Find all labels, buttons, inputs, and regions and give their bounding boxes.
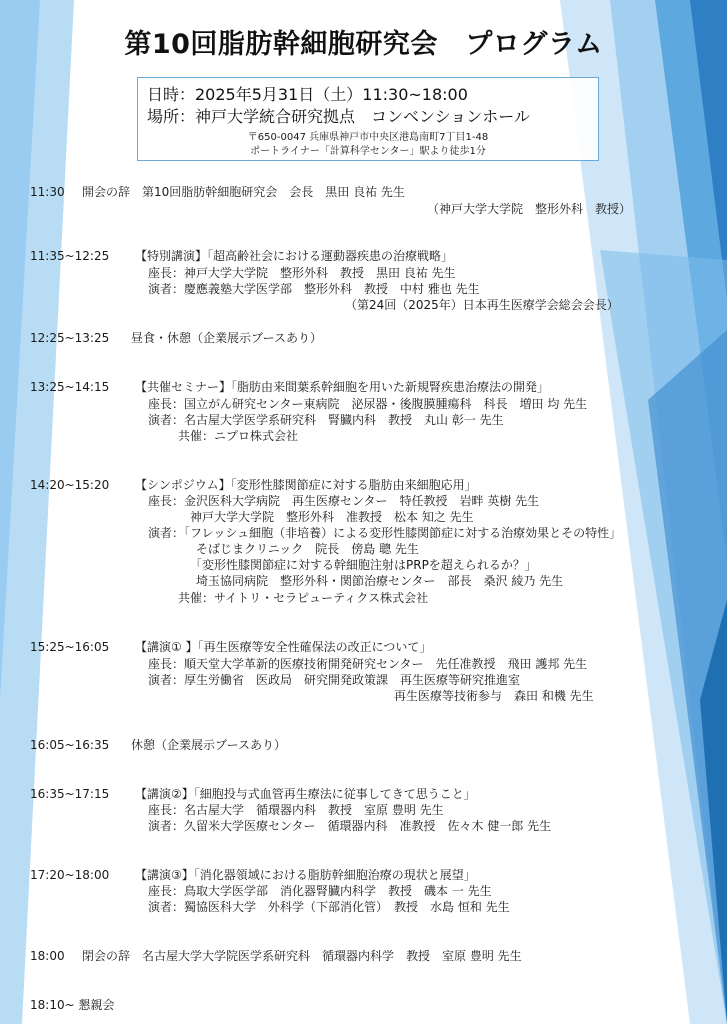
symposium-speaker-1-title: 演者：「フレッシュ細胞（非培養）による変形性膝関節症に対する治療効果とその特性」 (148, 526, 622, 540)
symposium-time: 14:20~15:20 (30, 478, 110, 492)
lecture-3-time: 17:20~18:00 (30, 868, 110, 882)
page-title: 第10回脂肪幹細胞研究会 プログラム (124, 29, 603, 60)
lecture-1-title: 【講演① 】「再生医療等安全性確保法の改正について」 (135, 640, 432, 654)
lunch-text: 昼食・休憩（企業展示ブースあり） (131, 331, 323, 345)
event-venue: 場所：神戸大学統合研究拠点 コンベンションホール (147, 107, 530, 126)
lunch-time: 12:25~13:25 (30, 331, 110, 345)
symposium-speaker-2-affiliation: 埼玉協同病院 整形外科・関節治療センター 部長 桑沢 綾乃 先生 (196, 574, 564, 588)
symposium-chair-2: 神戸大学大学院 整形外科 准教授 松本 知之 先生 (190, 510, 474, 524)
symposium-speaker-2-title: 「変形性膝関節症に対する幹細胞注射はPRPを超えられるか？」 (190, 558, 537, 572)
symposium-speaker-1-affiliation: そばじまクリニック 院長 傍島 聰 先生 (196, 542, 419, 556)
lecture-2-title: 【講演②】「細胞投与式血管再生療法に従事してきて思うこと」 (135, 787, 476, 801)
event-info-box (137, 77, 599, 161)
symposium-sponsor: 共催：サイトリ・セラピューティクス株式会社 (178, 591, 429, 605)
lecture-2-speaker: 演者：久留米大学医療センター 循環器内科 准教授 佐々木 健一郎 先生 (148, 819, 552, 833)
reception-text: 18:10~ 懇親会 (30, 998, 115, 1012)
lecture-2-time: 16:35~17:15 (30, 787, 110, 801)
break-text: 休憩（企業展示ブースあり） (131, 738, 287, 752)
lecture-2-chair: 座長：名古屋大学 循環器内科 教授 室原 豊明 先生 (148, 803, 444, 817)
symposium-title: 【シンポジウム】「変形性膝関節症に対する脂肪由来細胞応用」 (135, 478, 477, 492)
seminar-sponsor: 共催：ニプロ株式会社 (178, 429, 299, 443)
seminar-chair: 座長：国立がん研究センター東病院 泌尿器・後腹膜腫瘍科 科長 増田 均 先生 (148, 397, 588, 411)
break-time: 16:05~16:35 (30, 738, 110, 752)
opening-time: 11:30 (30, 185, 65, 199)
seminar-title: 【共催セミナー】「脂肪由来間葉系幹細胞を用いた新規腎疾患治療法の開発」 (135, 380, 550, 394)
lecture-1-chair: 座長：順天堂大学革新的医療技術開発研究センター 先任准教授 飛田 護邦 先生 (148, 657, 588, 671)
symposium-chair-1: 座長：金沢医科大学病院 再生医療センター 特任教授 岩畔 英樹 先生 (148, 494, 540, 508)
lecture-1-speaker-role: 再生医療等技術参与 森田 和機 先生 (394, 689, 594, 703)
lecture-3-chair: 座長：鳥取大学医学部 消化器腎臓内科学 教授 磯本 一 先生 (148, 884, 492, 898)
seminar-speaker: 演者：名古屋大学医学系研究科 腎臓内科 教授 丸山 彰一 先生 (148, 413, 504, 427)
opening-affiliation: （神戸大学大学院 整形外科 教授） (427, 202, 632, 216)
venue-address: 〒650-0047 兵庫県神戸市中央区港島南町7丁目1-48 (247, 132, 489, 143)
opening-text: 開会の辞 第10回脂肪幹細胞研究会 会長 黒田 良祐 先生 (82, 185, 405, 199)
closing-time: 18:00 (30, 949, 65, 963)
special-lecture-note: （第24回（2025年）日本再生医療学会総会会長） (345, 298, 619, 312)
venue-access: ポートライナー「計算科学センター」駅より徒歩1分 (250, 146, 486, 157)
lecture-1-time: 15:25~16:05 (30, 640, 110, 654)
lecture-3-speaker: 演者：獨協医科大学 外科学（下部消化管） 教授 水島 恒和 先生 (148, 900, 510, 914)
lecture-3-title: 【講演③】「消化器領域における脂肪幹細胞治療の現状と展望」 (135, 868, 476, 882)
special-lecture-title: 【特別講演】「超高齢社会における運動器疾患の治療戦略」 (135, 249, 454, 263)
special-lecture-chair: 座長：神戸大学大学院 整形外科 教授 黒田 良祐 先生 (148, 266, 456, 280)
seminar-time: 13:25~14:15 (30, 380, 110, 394)
event-datetime: 日時：2025年5月31日（土）11:30~18:00 (147, 85, 468, 104)
lecture-1-speaker: 演者：厚生労働省 医政局 研究開発政策課 再生医療等研究推進室 (148, 673, 521, 687)
closing-text: 閉会の辞 名古屋大学大学院医学系研究科 循環器内科学 教授 室原 豊明 先生 (82, 949, 522, 963)
special-lecture-speaker: 演者：慶應義塾大学医学部 整形外科 教授 中村 雅也 先生 (148, 282, 480, 296)
special-lecture-time: 11:35~12:25 (30, 249, 110, 263)
